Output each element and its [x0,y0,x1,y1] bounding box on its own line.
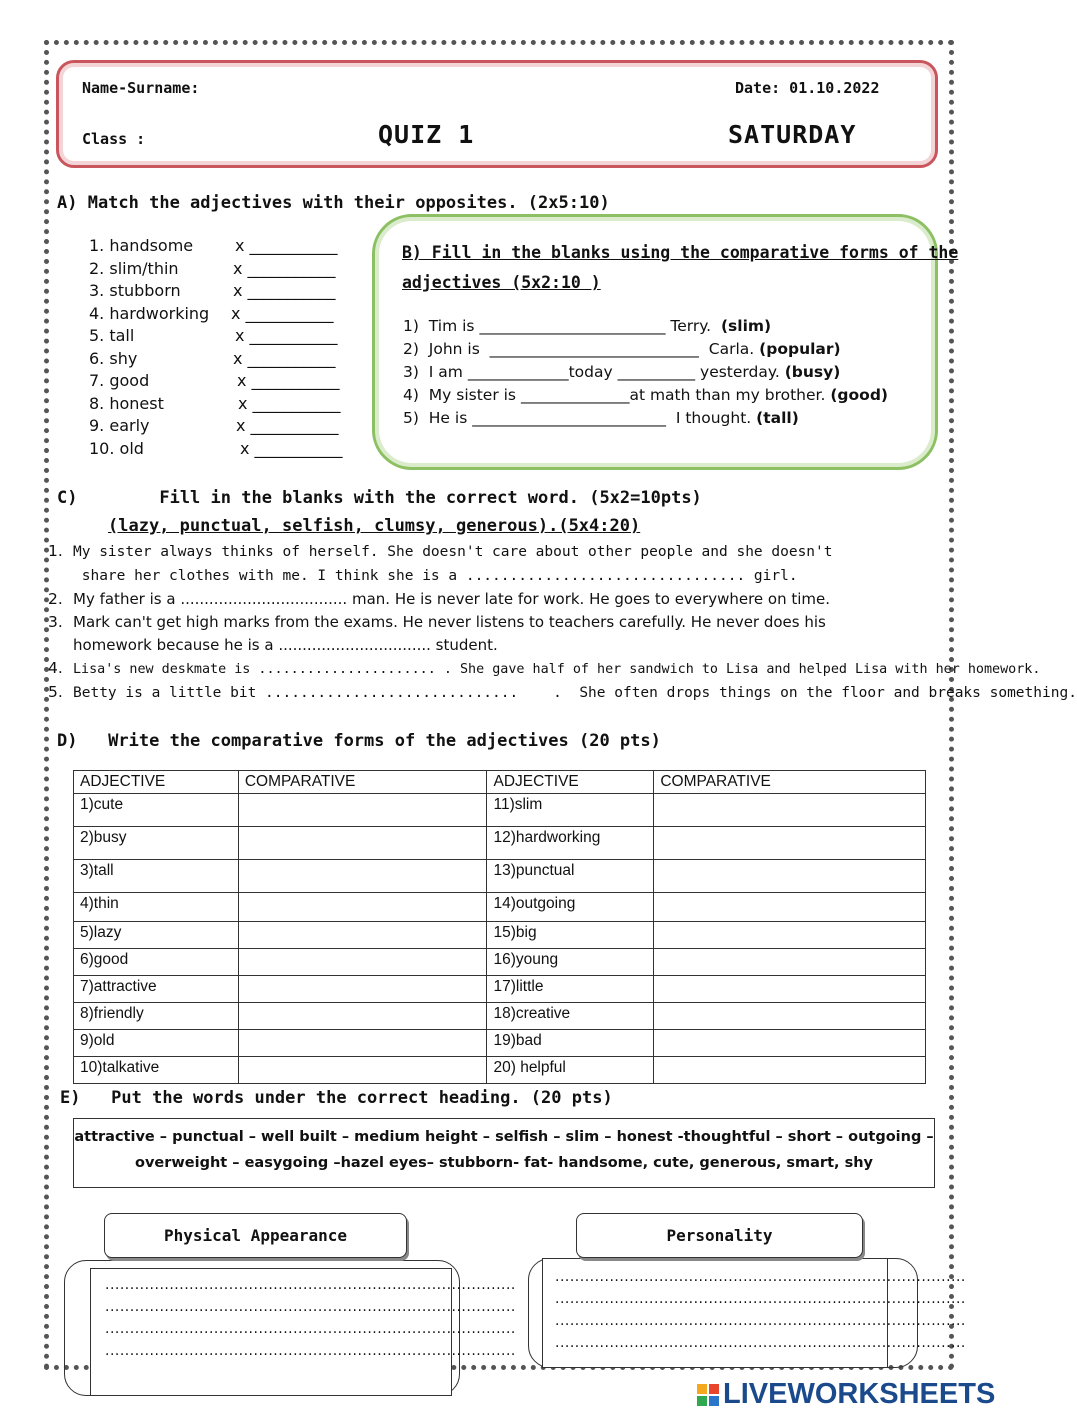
word-bank-line: attractive – punctual – well built – medium height – selfish – slim – honest -thoughtful – short – outgoing – [74,1129,934,1145]
section-b-list [403,317,928,432]
match-item: 4. hardworking x ___________ [89,303,334,323]
answer-line: ................................................................................... [105,1277,516,1293]
personality-heading: Personality [576,1213,863,1258]
match-blank: x ___________ [237,371,340,390]
section-c-list [48,540,1077,705]
table-row: 3)tall 13)punctual [74,860,926,893]
match-blank: x ___________ [238,393,341,413]
table-row: 8)friendly 18)creative [74,1003,926,1030]
sentence-line: 2. My father is a ................................... man. He is never late for work. He goes to everywhere on time. [48,590,831,608]
section-d-title: D) Write the comparative forms of the adjectives (20 pts) [57,731,661,751]
table-header-row [74,771,926,794]
match-blank: x ___________ [231,303,334,323]
table-header-adjective: ADJECTIVE [74,771,239,794]
answer-cell[interactable] [238,976,487,1003]
table-header-adjective: ADJECTIVE [487,771,654,794]
sentence-line: 5. Betty is a little bit ............................. . She often drops things on the floor and breaks something. [48,683,1077,701]
section-a-title: A) Match the adjectives with their opposites. (2x5:10) [57,193,610,213]
answer-cell[interactable] [238,893,487,922]
match-blank: x ___________ [240,438,343,458]
fill-item: 2) John is ___________________________ Carla. (popular) [403,340,841,358]
table-row: 6)good 16)young [74,949,926,976]
section-b-title-line1: B) Fill in the blanks using the comparative forms of the [402,243,959,262]
match-item: 6. shy x ___________ [89,348,336,368]
table-row: 1)cute 11)slim [74,794,926,827]
answer-cell[interactable] [238,1030,487,1057]
answer-cell[interactable] [654,922,926,949]
word-bank-line: overweight – easygoing –hazel eyes– stubborn- fat- handsome, cute, generous, smart, shy [135,1155,873,1171]
quiz-title: QUIZ 1 [378,120,475,149]
section-c-subtitle: (lazy, punctual, selfish, clumsy, generous).(5x4:20) [108,516,641,536]
physical-appearance-heading: Physical Appearance [104,1213,407,1258]
answer-cell[interactable] [238,949,487,976]
match-blank: x ___________ [233,258,336,278]
header-box [56,60,938,168]
answer-cell[interactable] [654,1003,926,1030]
sentence-line: homework because he is a ................................ student. [73,636,498,654]
fill-item: 3) I am _____________today __________ yesterday. (busy) [403,363,841,381]
day-label: SATURDAY [728,120,857,149]
match-item: 2. slim/thin x ___________ [89,258,336,278]
answer-cell[interactable] [238,922,487,949]
table-row: 2)busy 12)hardworking [74,827,926,860]
answer-cell[interactable] [654,1057,926,1084]
name-label: Name-Surname: [82,79,200,97]
table-header-comparative: COMPARATIVE [238,771,487,794]
word-bank-box [73,1118,935,1188]
fill-item: 5) He is _________________________ I thought. (tall) [403,409,799,427]
answer-cell[interactable] [238,1003,487,1030]
sentence-line: 3. Mark can't get high marks from the exams. He never listens to teachers carefully. He never does his [48,613,826,631]
match-item: 3. stubborn x ___________ [89,281,336,300]
match-item: 1. handsome x ___________ [89,236,338,255]
liveworksheets-logo-icon [697,1384,719,1406]
fill-item: 1) Tim is ________________________ Terry. (slim) [403,317,772,335]
match-blank: x ___________ [233,281,336,300]
liveworksheets-logo [697,1378,995,1411]
class-label: Class : [82,130,146,148]
physical-appearance-answer-area[interactable] [90,1268,516,1396]
sentence-line: share her clothes with me. I think she is a ................................ girl. [73,568,798,584]
answer-cell[interactable] [654,893,926,922]
section-b-title-line2: adjectives (5x2:10 ) [402,273,601,292]
section-c-title: C) Fill in the blanks with the correct word. (5x2=10pts) [57,488,702,508]
answer-cell[interactable] [654,860,926,893]
match-item: 7. good x ___________ [89,371,340,390]
table-row: 4)thin 14)outgoing [74,893,926,922]
fill-item: 4) My sister is ______________at math than my brother. (good) [403,386,888,404]
answer-line: ................................................................................... [555,1269,966,1285]
table-row: 7)attractive 17)little [74,976,926,1003]
answer-cell[interactable] [654,976,926,1003]
match-blank: x ___________ [233,348,336,368]
sentence-line: 4. Lisa's new deskmate is ...................... . She gave half of her sandwich to Lisa and helped Lisa with her homework. [48,659,1041,677]
answer-cell[interactable] [654,1030,926,1057]
match-item: 5. tall x ___________ [89,326,338,345]
match-item: 10. old x ___________ [89,438,343,458]
answer-cell[interactable] [654,827,926,860]
match-item: 8. honest x ___________ [89,393,341,413]
answer-cell[interactable] [238,827,487,860]
answer-cell[interactable] [238,1057,487,1084]
match-blank: x ___________ [235,326,338,345]
answer-line: ................................................................................... [555,1313,966,1329]
answer-cell[interactable] [238,794,487,827]
answer-cell[interactable] [238,860,487,893]
answer-line: ................................................................................... [555,1291,966,1307]
answer-line: ................................................................................... [105,1343,516,1359]
date-label: Date: 01.10.2022 [735,79,880,97]
answer-cell[interactable] [654,949,926,976]
liveworksheets-logo-text: LIVEWORKSHEETS [723,1378,996,1410]
sentence-line: 1. My sister always thinks of herself. She doesn't care about other people and she doesn't [48,542,833,560]
section-e-title: E) Put the words under the correct heading. (20 pts) [60,1088,613,1108]
personality-answer-area[interactable] [542,1258,966,1368]
table-row: 9)old 19)bad [74,1030,926,1057]
table-row: 5)lazy 15)big [74,922,926,949]
answer-line: ................................................................................... [105,1321,516,1337]
answer-line: ................................................................................... [555,1335,966,1351]
table-header-comparative: COMPARATIVE [654,771,926,794]
answer-cell[interactable] [654,794,926,827]
match-blank: x ___________ [236,416,339,435]
match-blank: x ___________ [235,236,338,255]
comparative-table [73,770,926,1084]
answer-line: ................................................................................... [105,1299,516,1315]
match-item: 9. early x ___________ [89,416,339,435]
table-row: 10)talkative 20) helpful [74,1057,926,1084]
section-a-list [89,236,359,461]
